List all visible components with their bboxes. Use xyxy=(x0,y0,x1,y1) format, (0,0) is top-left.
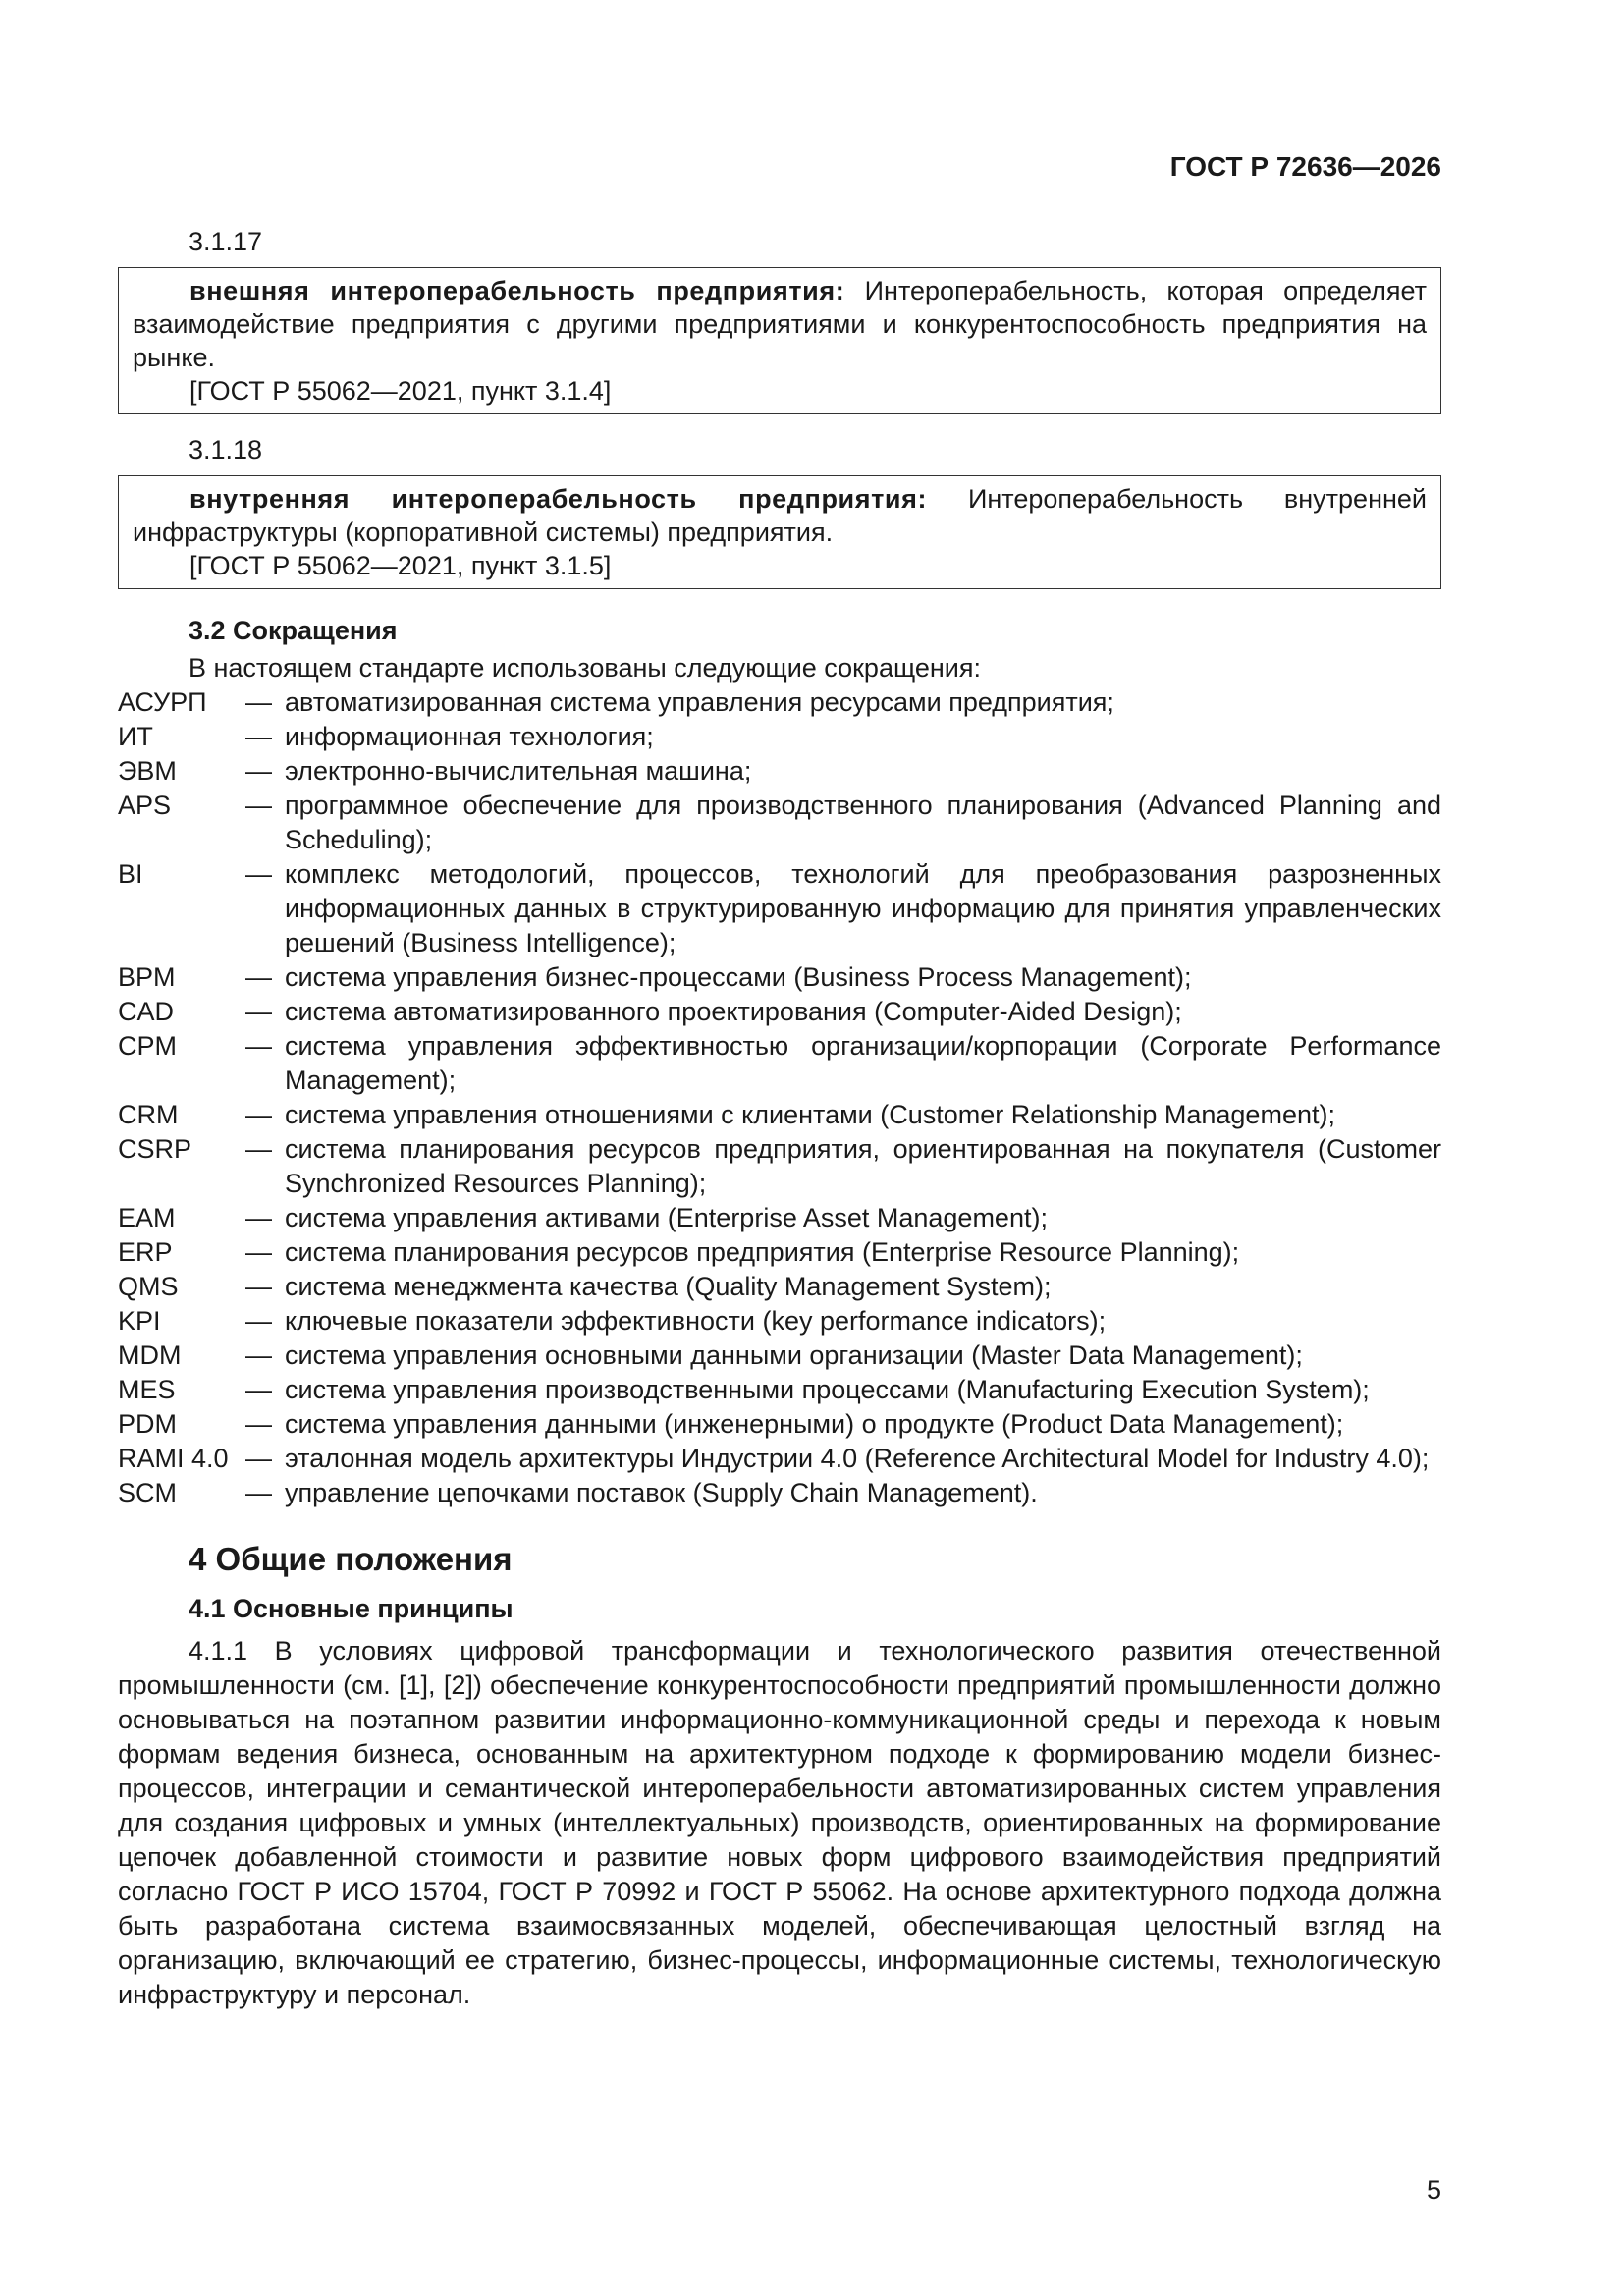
abbreviations-heading: 3.2 Сокращения xyxy=(189,616,398,645)
abbreviation-description: электронно-вычислительная машина; xyxy=(285,756,752,786)
term-source: [ГОСТ Р 55062—2021, пункт 3.1.4] xyxy=(189,376,612,406)
term-name: внутренняя интероперабельность предприятия: xyxy=(189,484,928,514)
abbreviation-dash: — xyxy=(245,1272,272,1301)
abbreviation-key: MES xyxy=(118,1375,176,1404)
abbreviation-dash: — xyxy=(245,1444,272,1473)
term-definition: Интероперабельность внутренней инфраструктуры (корпоративной системы) предприятия. xyxy=(133,484,1427,547)
abbreviation-description: информационная технология; xyxy=(285,722,654,751)
abbreviation-description: программное обеспечение для производственного планирования (Advanced Planning and Scheduling); xyxy=(285,791,1441,854)
abbreviation-dash: — xyxy=(245,997,272,1026)
abbreviation-dash: — xyxy=(245,1203,272,1232)
abbreviation-key: APS xyxy=(118,791,172,820)
abbreviation-description: ключевые показатели эффективности (key performance indicators); xyxy=(285,1306,1107,1336)
term-number: 3.1.17 xyxy=(189,227,263,256)
abbreviation-row xyxy=(118,1235,1441,1270)
abbreviation-description: автоматизированная система управления ресурсами предприятия; xyxy=(285,687,1114,717)
abbreviation-dash: — xyxy=(245,687,272,717)
abbreviation-row xyxy=(118,960,1441,995)
abbreviation-row xyxy=(118,1442,1441,1476)
abbreviation-dash: — xyxy=(245,1100,272,1129)
document-id-header: ГОСТ Р 72636—2026 xyxy=(1169,151,1441,182)
abbreviation-description: система менеджмента качества (Quality Management System); xyxy=(285,1272,1052,1301)
abbreviation-description: система управления эффективностью организации/корпорации (Corporate Performance Management); xyxy=(285,1031,1441,1095)
subsection-heading: 4.1 Основные принципы xyxy=(189,1594,514,1623)
abbreviation-description: система управления активами (Enterprise Asset Management); xyxy=(285,1203,1048,1232)
abbreviations-intro: В настоящем стандарте использованы следующие сокращения: xyxy=(189,653,982,683)
abbreviation-key: PDM xyxy=(118,1409,177,1439)
abbreviation-key: ERP xyxy=(118,1237,173,1267)
abbreviation-key: MDM xyxy=(118,1340,182,1370)
term-definition-box xyxy=(118,267,1441,414)
abbreviation-key: BPM xyxy=(118,962,176,992)
abbreviation-row xyxy=(118,789,1441,857)
term-body xyxy=(133,274,1427,374)
abbreviation-row xyxy=(118,995,1441,1029)
abbreviation-description: эталонная модель архитектуры Индустрии 4.0 (Reference Architectural Model for Industry 4.0); xyxy=(285,1444,1430,1473)
abbreviation-key: EAM xyxy=(118,1203,176,1232)
abbreviation-dash: — xyxy=(245,1134,272,1164)
abbreviation-key: QMS xyxy=(118,1272,179,1301)
abbreviation-row xyxy=(118,1132,1441,1201)
section-heading: 4 Общие положения xyxy=(189,1541,513,1577)
abbreviation-description: система планирования ресурсов предприятия, ориентированная на покупателя (Customer Synchronized Resources Planning); xyxy=(285,1134,1441,1198)
term-body xyxy=(133,482,1427,549)
term-source: [ГОСТ Р 55062—2021, пункт 3.1.5] xyxy=(189,551,612,580)
abbreviation-dash: — xyxy=(245,1237,272,1267)
abbreviation-key: ИТ xyxy=(118,722,153,751)
abbreviation-dash: — xyxy=(245,1375,272,1404)
page-content xyxy=(118,224,1441,2012)
abbreviation-row xyxy=(118,1339,1441,1373)
abbreviation-key: CSRP xyxy=(118,1134,192,1164)
abbreviation-key: ЭВМ xyxy=(118,756,177,786)
abbreviation-dash: — xyxy=(245,859,272,889)
abbreviation-dash: — xyxy=(245,962,272,992)
abbreviation-description: система управления основными данными организации (Master Data Management); xyxy=(285,1340,1303,1370)
abbreviation-description: система автоматизированного проектирования (Computer-Aided Design); xyxy=(285,997,1182,1026)
body-paragraph: 4.1.1 В условиях цифровой трансформации и технологического развития отечественной промышленности (см. [1], [2]) обеспечение конкурентоспособности предприятий промышленности должно основываться на поэтапном развитии информационно-коммуникационной среды и перехода к новым формам ведения бизнеса, основанным на архитектурном подходе к формированию модели бизнес-процессов, интеграции и семантической интероперабельности автоматизированных систем управления для создания цифровых и умных (интеллектуальных) производств, ориентированных на формирование цепочек добавленной стоимости и развитие новых форм цифрового взаимодействия предприятий согласно ГОСТ Р ИСО 15704, ГОСТ Р 70992 и ГОСТ Р 55062. На основе архитектурного подхода должна быть разработана система взаимосвязанных моделей, обеспечивающая целостный взгляд на организацию, включающий ее стратегию, бизнес-процессы, информационные системы, технологическую инфраструктуру и персонал. xyxy=(118,1636,1441,2009)
abbreviation-description: система управления отношениями с клиентами (Customer Relationship Management); xyxy=(285,1100,1335,1129)
abbreviation-dash: — xyxy=(245,1306,272,1336)
abbreviation-list xyxy=(118,685,1441,1510)
abbreviation-dash: — xyxy=(245,722,272,751)
page-number: 5 xyxy=(1426,2175,1441,2205)
abbreviation-dash: — xyxy=(245,1340,272,1370)
abbreviation-row xyxy=(118,1373,1441,1407)
abbreviation-key: KPI xyxy=(118,1306,161,1336)
abbreviation-row xyxy=(118,1270,1441,1304)
abbreviation-dash: — xyxy=(245,1478,272,1507)
term-number: 3.1.18 xyxy=(189,435,263,465)
abbreviation-key: CAD xyxy=(118,997,175,1026)
abbreviation-row xyxy=(118,1201,1441,1235)
abbreviation-row xyxy=(118,685,1441,720)
abbreviation-row xyxy=(118,1407,1441,1442)
term-definition-box xyxy=(118,475,1441,589)
abbreviation-description: система управления бизнес-процессами (Business Process Management); xyxy=(285,962,1192,992)
abbreviation-key: RAMI 4.0 xyxy=(118,1444,229,1473)
abbreviation-dash: — xyxy=(245,756,272,786)
term-definition: Интероперабельность, которая определяет взаимодействие предприятия с другими предприятиями и конкурентоспособность предприятия на рынке. xyxy=(133,276,1427,372)
abbreviation-dash: — xyxy=(245,791,272,820)
abbreviation-description: управление цепочками поставок (Supply Chain Management). xyxy=(285,1478,1038,1507)
abbreviation-description: система управления производственными процессами (Manufacturing Execution System); xyxy=(285,1375,1370,1404)
abbreviation-row xyxy=(118,857,1441,960)
abbreviation-key: SCM xyxy=(118,1478,177,1507)
abbreviation-key: CPM xyxy=(118,1031,177,1061)
term-name: внешняя интероперабельность предприятия: xyxy=(189,276,845,305)
abbreviation-key: CRM xyxy=(118,1100,179,1129)
abbreviation-dash: — xyxy=(245,1031,272,1061)
abbreviation-description: комплекс методологий, процессов, технологий для преобразования разрозненных информационных данных в структурированную информацию для принятия управленческих решений (Business Intelligence); xyxy=(285,859,1441,957)
abbreviation-dash: — xyxy=(245,1409,272,1439)
abbreviation-key: BI xyxy=(118,859,143,889)
abbreviation-row xyxy=(118,1098,1441,1132)
abbreviation-row xyxy=(118,1029,1441,1098)
abbreviation-row xyxy=(118,754,1441,789)
abbreviation-description: система планирования ресурсов предприятия (Enterprise Resource Planning); xyxy=(285,1237,1240,1267)
abbreviation-row xyxy=(118,1476,1441,1510)
abbreviation-description: система управления данными (инженерными) о продукте (Product Data Management); xyxy=(285,1409,1344,1439)
abbreviation-row xyxy=(118,1304,1441,1339)
abbreviation-key: АСУРП xyxy=(118,687,207,717)
abbreviation-row xyxy=(118,720,1441,754)
